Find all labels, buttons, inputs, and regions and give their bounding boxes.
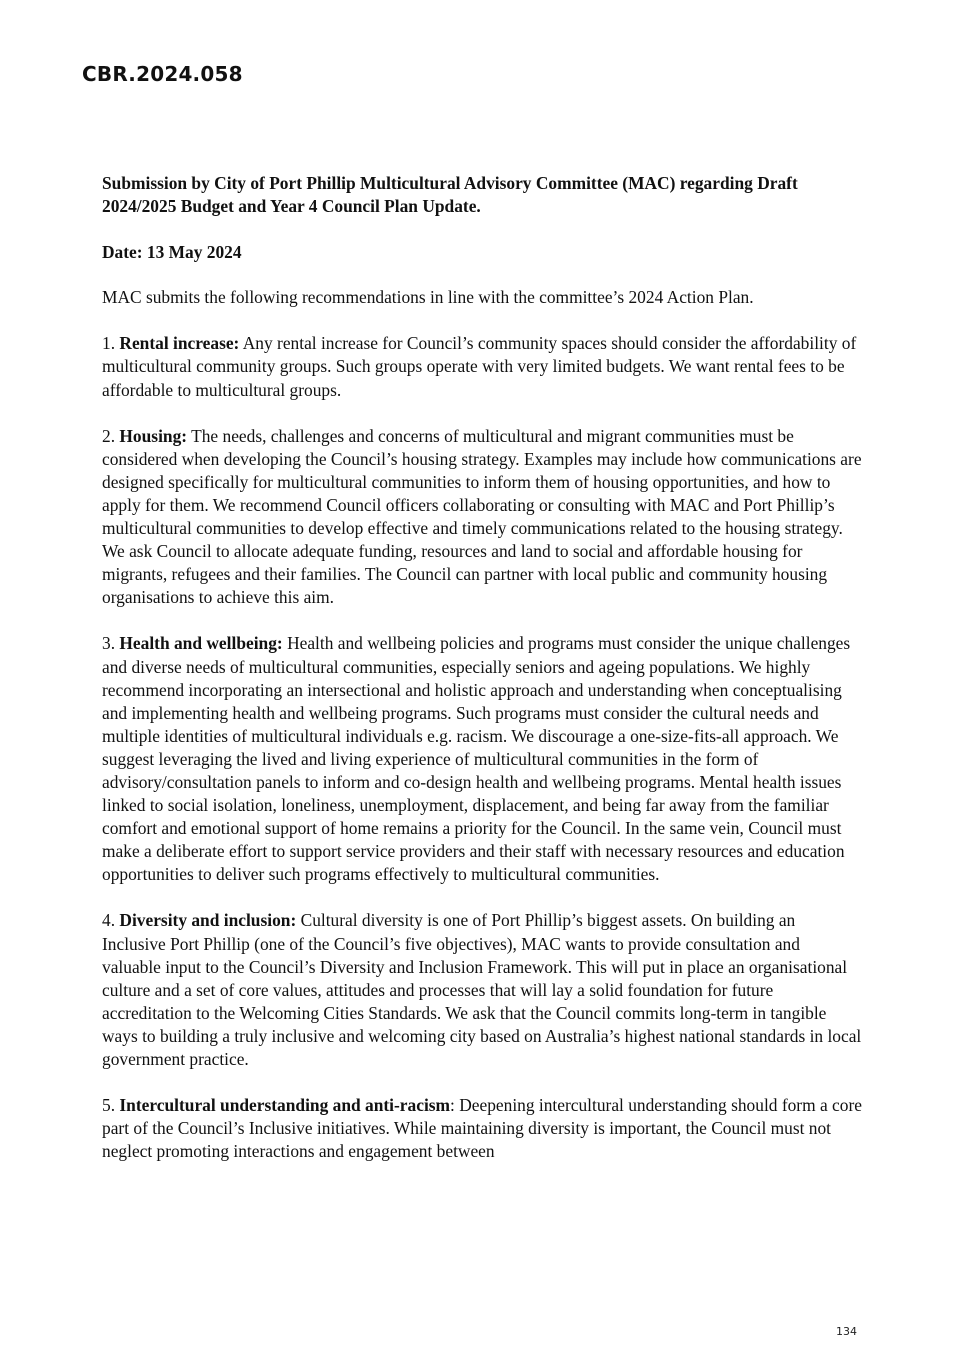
recommendation-item-3 [102,632,862,886]
item-body: The needs, challenges and concerns of multicultural and migrant communities must be considered when developing the Council’s housing strategy. Examples may include how communications are designed specifically for multicultural communities to inform them of housing opportunities, and how to apply for them. We recommend Council officers collaborating or consulting with MAC and Port Phillip’s multicultural communities to develop effective and timely communications related to the housing strategy. We ask Council to allocate adequate funding, resources and land to social and affordable housing for migrants, refugees and their families. The Council can partner with local public and community housing organisations to achieve this aim. [102,425,862,608]
page-number: 134 [836,1325,857,1338]
item-heading: Intercultural understanding and anti-racism [119,1095,451,1116]
document-body [102,172,862,1163]
item-heading: Rental increase: [119,333,240,354]
item-heading: Diversity and inclusion: [119,910,297,931]
item-number: 2. [102,425,116,446]
document-title: Submission by City of Port Phillip Multicultural Advisory Committee (MAC) regarding Draft 2024/2025 Budget and Year 4 Council Plan Update. [102,173,798,217]
item-body: : Deepening intercultural understanding should form a core part of the Council’s Inclusive initiatives. While maintaining diversity is important, the Council must not neglect promoting interactions and engagement between [102,1095,862,1162]
item-body: Health and wellbeing policies and programs must consider the unique challenges and diverse needs of multicultural communities, especially seniors and ageing populations. We highly recommend incorporating an intersectional and holistic approach and understanding when conceptualising and implementing health and wellbeing programs. Such programs must consider the cultural needs and multiple identities of multicultural individuals e.g. racism. We discourage a one-size-fits-all approach. We suggest leveraging the lived and living experience of multicultural communities in the form of advisory/consultation panels to inform and co-design health and wellbeing programs. Mental health issues linked to social isolation, loneliness, unemployment, displacement, and being far away from the familiar comfort and emotional support of home remains a priority for the Council. In the same vein, Council must make a deliberate effort to support service providers and their staff with necessary resources and education opportunities to deliver such programs effectively to multicultural communities. [102,633,851,885]
item-heading: Health and wellbeing: [119,633,283,654]
item-number: 3. [102,633,116,654]
recommendation-item-4 [102,909,862,1071]
item-heading: Housing: [119,425,188,446]
item-number: 4. [102,910,116,931]
intro-paragraph: MAC submits the following recommendations in line with the committee’s 2024 Action Plan. [102,287,754,308]
document-reference: CBR.2024.058 [82,62,243,86]
recommendation-item-5 [102,1094,862,1163]
item-number: 5. [102,1095,116,1116]
item-body: Cultural diversity is one of Port Phillip’s biggest assets. On building an Inclusive Port Phillip (one of the Council’s five objectives), MAC wants to provide consultation and valuable input to the Council’s Diversity and Inclusion Framework. This will put in place an organisational culture and a set of core values, attitudes and processes that will lay a solid foundation for future accreditation to the Welcoming Cities Standards. We ask that the Council commits long-term in tangible ways to building a truly inclusive and welcoming city based on Australia’s highest national standards in local government practice. [102,910,862,1069]
document-date: Date: 13 May 2024 [102,242,242,263]
recommendation-item-1 [102,332,862,401]
item-number: 1. [102,333,116,354]
item-body: Any rental increase for Council’s community spaces should consider the affordability of multicultural community groups. Such groups operate with very limited budgets. We want rental fees to be affordable to multicultural groups. [102,333,857,400]
recommendation-item-2 [102,425,862,610]
